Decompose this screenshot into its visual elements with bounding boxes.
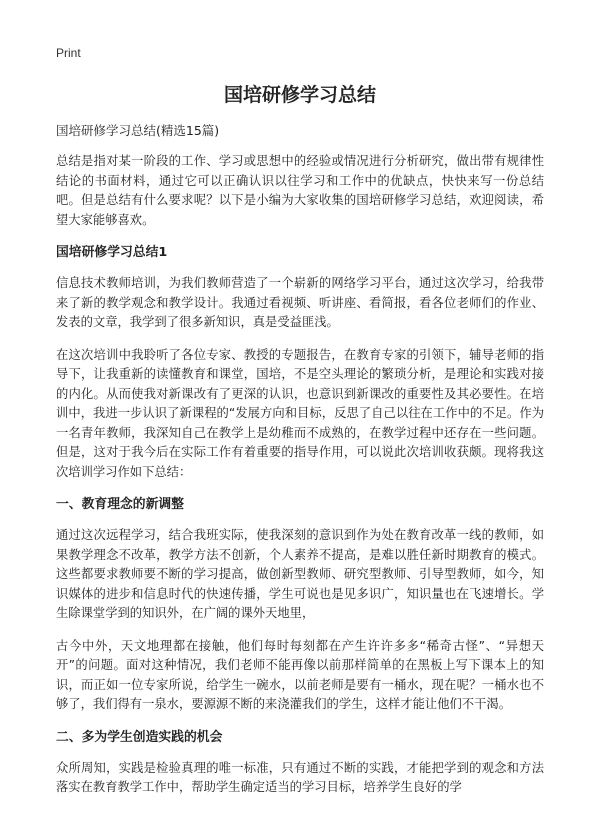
section-heading: 二、多为学生创造实践的机会 [56,729,223,745]
section-heading: 国培研修学习总结1 [56,245,168,260]
intro-paragraph: 总结是指对某一阶段的工作、学习或思想中的经验或情况进行分析研究，做出带有规律性结论的书面材料，通过它可以正确认识以往学习和工作中的优缺点，快快来写一份总结吧。但是总结有什么要求呢？以下是小编为大家收集的国培研修学习总结，欢迎阅读，希望大家能够喜欢。 [56,154,544,227]
body-paragraph: 古今中外，天文地理都在接触，他们每时每刻都在产生许许多多“稀奇古怪”、“异想天开”的问题。面对这种情况，我们老师不能再像以前那样简单的在黑板上写下课本上的知识，而正如一位专家所说，给学生一碗水，以前老师是要有一桶水，现在呢？一桶水也不够了，我们得有一泉水，要源源不断的来浇灌我们的学生，这样才能让他们不干渴。 [56,638,544,711]
section-heading: 一、教育理念的新调整 [56,497,184,512]
document-body [56,122,544,811]
document-subtitle: 国培研修学习总结(精选15篇) [56,123,220,138]
body-paragraph: 众所周知，实践是检验真理的唯一标准，只有通过不断的实践，才能把学到的观念和方法落实在教育教学工作中，帮助学生确定适当的学习目标，培养学生良好的学 [56,760,544,794]
page-title: 国培研修学习总结 [223,84,376,106]
body-paragraph: 信息技术教师培训，为我们教师营造了一个崭新的网络学习平台，通过这次学习，给我带来了新的教学观念和教学设计。我通过看视频、听讲座、看简报，看各位老师们的作业、发表的文章，我学到了很多新知识，真是受益匪浅。 [56,276,544,329]
body-paragraph: 在这次培训中我聆听了各位专家、教授的专题报告，在教育专家的引领下，辅导老师的指导下，让我重新的读懂教育和课堂，国培，不是空头理论的繁琐分析，是理论和实践对接的内化。从而使我对新课改有了更深的认识，也意识到新课改的重要性及其必要性。在培训中，我进一步认识了新课程的“发展方向和目标，反思了自己以往在工作中的不足。作为一名青年教师，我深知自己在教学上是幼稚而不成熟的，在教学过程中还存在一些问题。但是，这对于我今后在实际工作有着重要的指导作用，可以说此次培训收获颇。现将我这次培训学习作如下总结： [56,347,544,479]
print-link[interactable]: Print [56,46,81,60]
body-paragraph: 通过这次远程学习，结合我班实际，使我深刻的意识到作为处在教育改革一线的教师，如果教学理念不改革，教学方法不创新，个人素养不提高，是难以胜任新时期教育的模式。这些都要求教师要不断的学习提高，做创新型教师、研究型教师、引导型教师，如今，知识媒体的进步和信息时代的快速传播，学生可说也是见多识广，知识量也在飞速增长。学生除课堂学到的知识外，在广阔的课外天地里， [56,528,544,620]
